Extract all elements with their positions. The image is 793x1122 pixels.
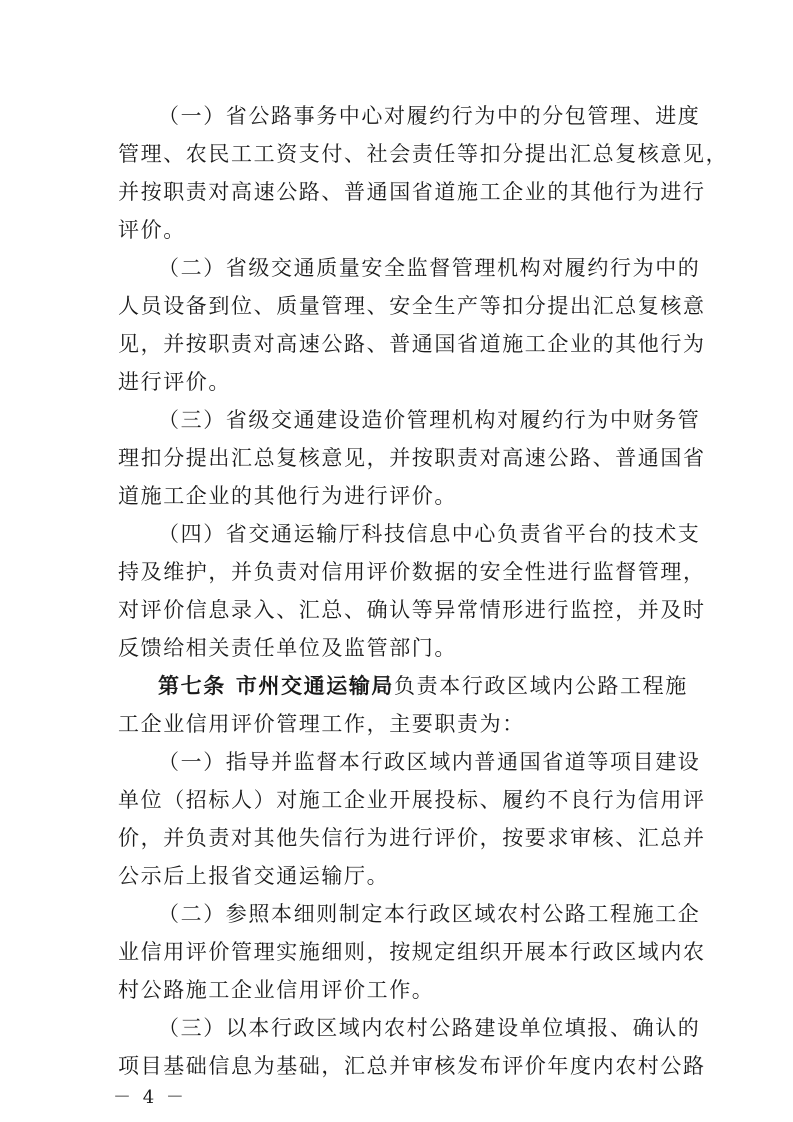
- paragraph-line: 业信用评价管理实施细则，按规定组织开展本行政区域内农: [118, 940, 706, 964]
- paragraph-line: 反馈给相关责任单位及监管部门。: [118, 636, 457, 660]
- paragraph-line: 村公路施工企业信用评价工作。: [118, 978, 435, 1002]
- paragraph-line: （一）指导并监督本行政区域内普通国省道等项目建设: [158, 750, 701, 774]
- article-label: 第七条: [158, 673, 226, 698]
- paragraph-line: 价，并负责对其他失信行为进行评价，按要求审核、汇总并: [118, 826, 706, 850]
- paragraph-line: 道施工企业的其他行为进行评价。: [118, 484, 457, 508]
- paragraph-line: 项目基础信息为基础，汇总并审核发布评价年度内农村公路: [118, 1054, 706, 1078]
- page-number: － 4 －: [113, 1087, 187, 1108]
- paragraph-line: 单位（招标人）对施工企业开展投标、履约不良行为信用评: [118, 788, 706, 812]
- paragraph-line: 对评价信息录入、汇总、确认等异常情形进行监控，并及时: [118, 598, 706, 622]
- paragraph-line: （三）省级交通建设造价管理机构对履约行为中财务管: [158, 408, 701, 432]
- paragraph-line: （二）省级交通质量安全监督管理机构对履约行为中的: [158, 256, 701, 280]
- paragraph-line: （一）省公路事务中心对履约行为中的分包管理、进度: [158, 104, 701, 128]
- paragraph-line: （四）省交通运输厅科技信息中心负责省平台的技术支: [158, 522, 701, 546]
- paragraph-line: 公示后上报省交通运输厅。: [118, 864, 390, 888]
- paragraph-line: 进行评价。: [118, 370, 231, 394]
- paragraph-line: 见，并按职责对高速公路、普通国省道施工企业的其他行为: [118, 332, 706, 356]
- paragraph-line: 管理、农民工工资支付、社会责任等扣分提出汇总复核意见，: [118, 142, 729, 166]
- paragraph-line: 人员设备到位、质量管理、安全生产等扣分提出汇总复核意: [118, 294, 706, 318]
- paragraph-line: 工企业信用评价管理工作，主要职责为：: [118, 712, 525, 736]
- paragraph-line: （二）参照本细则制定本行政区域农村公路工程施工企: [158, 902, 701, 926]
- article-subject: 市州交通运输局: [235, 673, 395, 698]
- article-text: 负责本行政区域内公路工程施: [394, 674, 688, 698]
- paragraph-line: 持及维护，并负责对信用评价数据的安全性进行监督管理，: [118, 560, 706, 584]
- paragraph-line: 并按职责对高速公路、普通国省道施工企业的其他行为进行: [118, 180, 706, 204]
- article-heading-line: [158, 666, 688, 706]
- paragraph-line: 评价。: [118, 218, 186, 242]
- paragraph-line: （三）以本行政区域内农村公路建设单位填报、确认的: [158, 1016, 701, 1040]
- paragraph-line: 理扣分提出汇总复核意见，并按职责对高速公路、普通国省: [118, 446, 706, 470]
